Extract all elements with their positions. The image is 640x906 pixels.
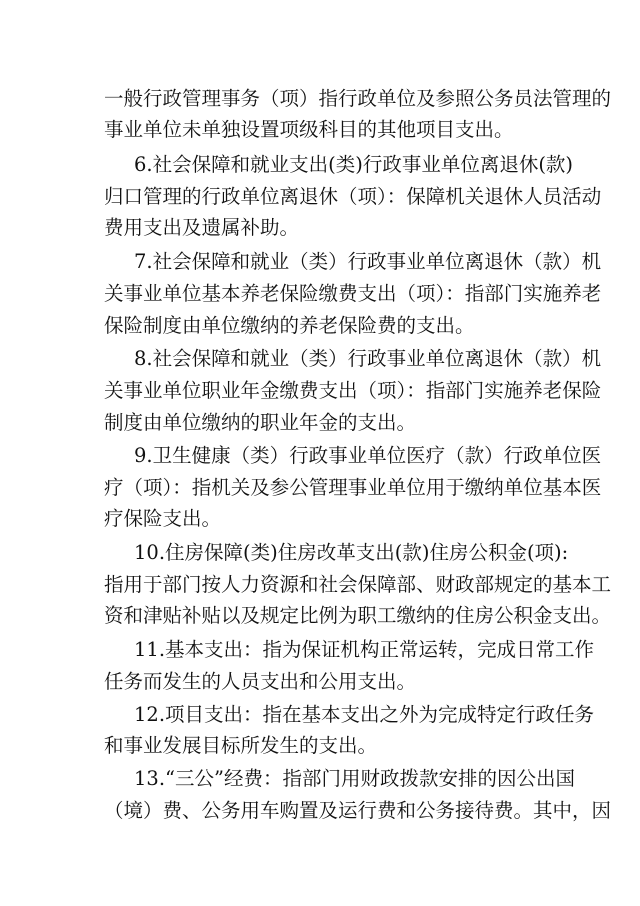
text-line: 疗保险支出。 — [104, 507, 222, 530]
text-line: 一般行政管理事务（项）指行政单位及参照公务员法管理的 — [104, 87, 612, 110]
paragraph-8-line: 8.社会保障和就业（类）行政事业单位离退休（款）机 — [134, 347, 602, 370]
paragraph-12-line: 12.项目支出：指在基本支出之外为完成特定行政任务 — [134, 703, 595, 726]
text-line: 资和津贴补贴以及规定比例为职工缴纳的住房公积金支出。 — [104, 604, 612, 627]
paragraph-11-line: 11.基本支出：指为保证机构正常运转，完成日常工作 — [134, 638, 595, 661]
paragraph-13-line: 13.“三公”经费：指部门用财政拨款安排的因公出国 — [134, 767, 575, 790]
text-line: （境）费、公务用车购置及运行费和公务接待费。其中，因 — [104, 799, 612, 822]
text-line: 费用支出及遗属补助。 — [104, 216, 300, 239]
paragraph-10-line: 10.住房保障(类)住房改革支出(款)住房公积金(项): — [134, 541, 569, 564]
text-line: 任务而发生的人员支出和公用支出。 — [104, 670, 417, 693]
text-line: 归口管理的行政单位离退休（项）：保障机关退休人员活动 — [104, 185, 602, 208]
text-line: 关事业单位基本养老保险缴费支出（项）：指部门实施养老 — [104, 282, 602, 305]
paragraph-7-line: 7.社会保障和就业（类）行政事业单位离退休（款）机 — [134, 250, 602, 273]
text-line: 和事业发展目标所发生的支出。 — [104, 734, 378, 757]
paragraph-9-line: 9.卫生健康（类）行政事业单位医疗（款）行政单位医 — [134, 444, 602, 467]
text-line: 事业单位未单独设置项级科目的其他项目支出。 — [104, 118, 514, 141]
paragraph-6-line: 6.社会保障和就业支出(类)行政事业单位离退休(款) — [134, 153, 574, 176]
text-line: 制度由单位缴纳的职业年金的支出。 — [104, 411, 417, 434]
text-line: 指用于部门按人力资源和社会保障部、财政部规定的基本工 — [104, 573, 612, 596]
text-line: 保险制度由单位缴纳的养老保险费的支出。 — [104, 314, 475, 337]
text-line: 关事业单位职业年金缴费支出（项）：指部门实施养老保险 — [104, 379, 602, 402]
text-line: 疗（项）：指机关及参公管理事业单位用于缴纳单位基本医 — [104, 476, 602, 499]
